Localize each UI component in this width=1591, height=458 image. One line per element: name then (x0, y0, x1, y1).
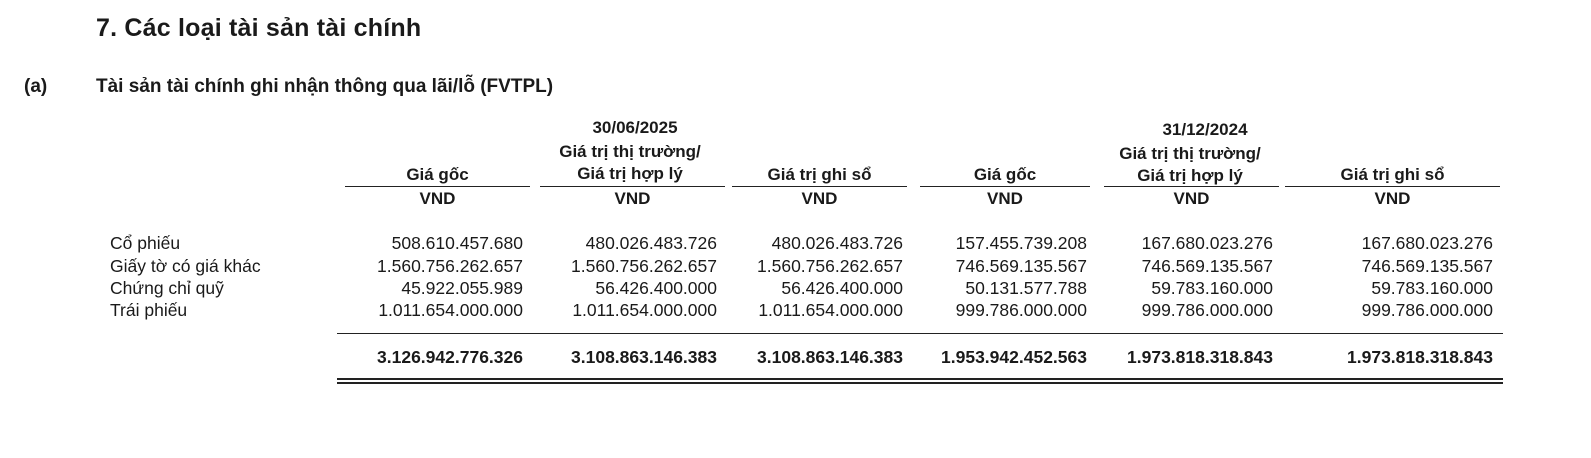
column-header-rule (345, 186, 530, 187)
table-cell: 746.569.135.567 (1361, 256, 1493, 276)
row-label-stocks: Cổ phiếu (110, 233, 181, 253)
subsection-marker: (a) (24, 76, 48, 97)
table-cell: 508.610.457.680 (391, 233, 523, 253)
row-label-bonds: Trái phiếu (110, 300, 188, 320)
table-cell: 56.426.400.000 (781, 278, 903, 298)
column-unit: VND (419, 189, 456, 208)
column-header-fair-value-current (535, 141, 725, 185)
table-cell: 167.680.023.276 (1361, 233, 1493, 253)
subsection-title: Tài sản tài chính ghi nhận thông qua lãi/lỗ (FVTPL) (96, 76, 554, 97)
period-header-prior: 31/12/2024 (1162, 120, 1248, 139)
total-cell: 3.126.942.776.326 (377, 347, 523, 367)
column-header-fair-value-prior (1100, 143, 1280, 187)
table-cell: 480.026.483.726 (585, 233, 717, 253)
table-cell: 480.026.483.726 (771, 233, 903, 253)
column-unit: VND (801, 189, 838, 208)
total-double-rule-bottom (337, 382, 1503, 384)
column-header-line2: Giá trị hợp lý (577, 164, 683, 183)
total-double-rule-top (337, 378, 1503, 380)
table-cell: 999.786.000.000 (1141, 300, 1273, 320)
table-cell: 999.786.000.000 (1361, 300, 1493, 320)
table-cell: 56.426.400.000 (595, 278, 717, 298)
table-cell: 1.560.756.262.657 (377, 256, 523, 276)
column-header-line1: Giá trị thị trường/ (559, 142, 701, 161)
column-header-rule (1104, 186, 1279, 187)
table-cell: 1.560.756.262.657 (571, 256, 717, 276)
column-header-line2: Giá trị hợp lý (1137, 166, 1243, 185)
table-cell: 59.783.160.000 (1151, 278, 1273, 298)
column-unit: VND (1173, 189, 1210, 208)
table-cell: 746.569.135.567 (1141, 256, 1273, 276)
column-header-line2: Giá trị ghi sổ (767, 165, 872, 184)
column-header-rule (920, 186, 1090, 187)
column-header-line2: Giá gốc (406, 165, 469, 184)
column-header-carrying-prior (1285, 164, 1500, 186)
section-title: 7. Các loại tài sản tài chính (96, 14, 422, 42)
column-header-line1: Giá trị thị trường/ (1119, 144, 1261, 163)
table-cell: 999.786.000.000 (955, 300, 1087, 320)
table-cell: 59.783.160.000 (1371, 278, 1493, 298)
column-unit: VND (987, 189, 1023, 208)
subtotal-rule (337, 333, 1503, 334)
column-header-rule (732, 186, 907, 187)
table-cell: 157.455.739.208 (955, 233, 1087, 253)
period-header-current: 30/06/2025 (592, 118, 678, 137)
column-header-rule (540, 186, 725, 187)
total-cell: 1.973.818.318.843 (1127, 347, 1273, 367)
table-cell: 1.011.654.000.000 (758, 300, 903, 320)
total-cell: 3.108.863.146.383 (757, 347, 903, 367)
column-header-cost-prior (920, 164, 1090, 186)
table-cell: 1.011.654.000.000 (572, 300, 717, 320)
column-header-line2: Giá gốc (973, 165, 1037, 184)
total-cell: 1.953.942.452.563 (941, 347, 1087, 367)
total-cell: 3.108.863.146.383 (571, 347, 717, 367)
row-label-fund-certificates: Chứng chỉ quỹ (110, 278, 224, 298)
table-cell: 746.569.135.567 (955, 256, 1087, 276)
column-unit: VND (1374, 189, 1411, 208)
table-cell: 1.560.756.262.657 (757, 256, 903, 276)
column-header-cost-current (345, 164, 530, 186)
column-header-carrying-current (732, 164, 907, 186)
column-header-line2: Giá trị ghi sổ (1340, 165, 1445, 184)
column-header-rule (1285, 186, 1500, 187)
table-cell: 50.131.577.788 (965, 278, 1087, 298)
column-unit: VND (614, 189, 651, 208)
table-cell: 1.011.654.000.000 (378, 300, 523, 320)
table-cell: 45.922.055.989 (401, 278, 523, 298)
table-cell: 167.680.023.276 (1141, 233, 1273, 253)
row-label-other-securities: Giấy tờ có giá khác (110, 256, 261, 276)
total-cell: 1.973.818.318.843 (1347, 347, 1493, 367)
